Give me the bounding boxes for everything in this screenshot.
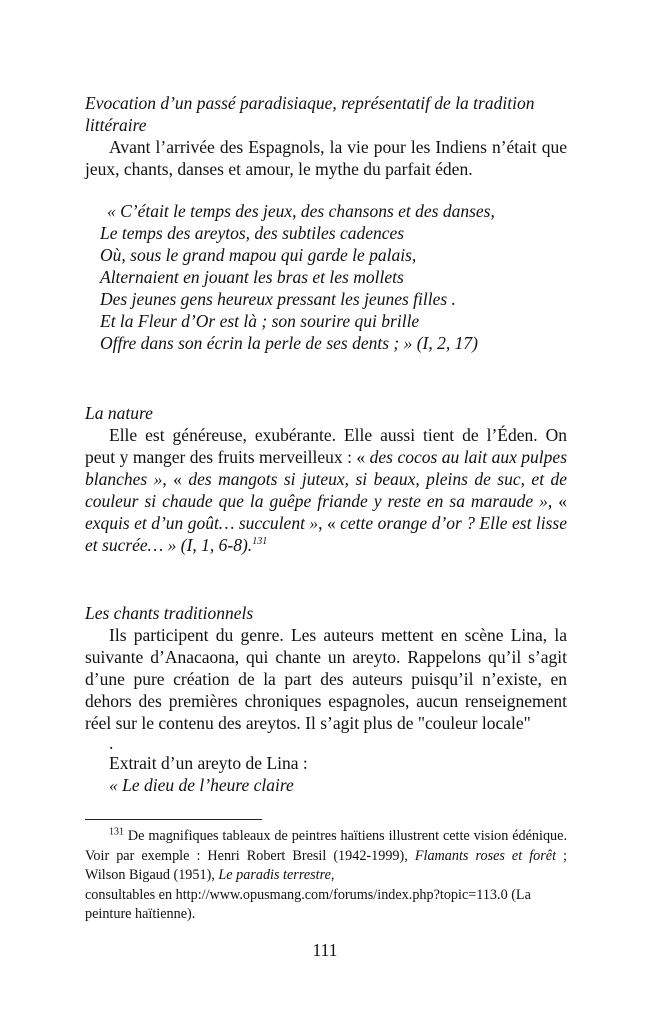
paragraph-text: , « xyxy=(318,513,341,533)
artwork-title: Flamants roses et forêt xyxy=(414,847,557,864)
paragraph-text: , « xyxy=(547,491,568,511)
paragraph: Avant l’arrivée des Espagnols, la vie pour les Indiens n’était que jeux, chants, danses et amour, le mythe du parfait éden. xyxy=(85,137,567,179)
paragraph-text: Elle est généreuse, exubérante. Elle aussi tient de l’Éden. On peut y manger des fruits merveilleux : « xyxy=(85,425,567,467)
footnote-ref[interactable]: 131 xyxy=(252,536,268,548)
section-heading: La nature xyxy=(85,403,153,423)
paragraph xyxy=(85,424,567,556)
footnote-number: 131 xyxy=(109,826,124,838)
section-heading: Evocation d’un passé paradisiaque, représentatif de la tradition littéraire xyxy=(85,93,535,135)
page-body xyxy=(85,92,567,796)
poem-line: Le temps des areytos, des subtiles cadences xyxy=(100,223,405,243)
poem-line: Offre dans son écrin la perle de ses dents ; » (I, 2, 17) xyxy=(100,333,478,353)
paragraph-text: , « xyxy=(162,469,189,489)
quotation: des mangots si juteux, si beaux, pleins de suc, et de couleur si chaude que la guêpe friande y reste en sa maraude » xyxy=(85,469,567,511)
footnote-separator xyxy=(85,819,262,820)
footnote-link-text[interactable]: consultables en http://www.opusmang.com/forums/index.php?topic=113.0 (La peinture haïtienne). xyxy=(85,886,531,922)
paragraph: Ils participent du genre. Les auteurs mettent en scène Lina, la suivante d’Anacaona, qui chante un areyto. Rappelons qu’il s’agit d’une pure création de la part des auteurs puisqu’il n’existe, en dehors des premières chroniques espagnoles, aucun renseignement réel sur le contenu des areytos. Il s’agit plus de "couleur locale" xyxy=(85,625,567,733)
section-heading: Les chants traditionnels xyxy=(85,603,254,623)
footnote-segment: ; Wilson Bigaud (1951), xyxy=(85,847,567,883)
poem-line: Et la Fleur d’Or est là ; son sourire qui brille xyxy=(100,311,420,331)
quotation: cette orange d’or ? Elle est lisse et sucrée… » (I, 1, 6-8). xyxy=(85,513,567,555)
stray-dot: . xyxy=(109,733,114,753)
poem-line: Des jeunes gens heureux pressant les jeunes filles . xyxy=(100,289,456,309)
footnote-segment: , xyxy=(330,867,335,883)
poem-line: « C’était le temps des jeux, des chansons et des danses, xyxy=(107,201,495,221)
poem-line: Alternaient en jouant les bras et les mollets xyxy=(100,267,404,287)
quotation: des cocos au lait aux pulpes blanches » xyxy=(85,447,567,489)
extract-line: « Le dieu de l’heure claire xyxy=(109,775,294,795)
extract-label: Extrait d’un areyto de Lina : xyxy=(109,753,308,773)
footnote xyxy=(85,827,567,925)
poem-block xyxy=(100,200,567,354)
footnote-text xyxy=(85,827,567,886)
page-number: 111 xyxy=(312,940,338,960)
artwork-title: Le paradis terrestre xyxy=(218,867,331,883)
poem-line: Où, sous le grand mapou qui garde le palais, xyxy=(100,245,417,265)
quotation: exquis et d’un goût… succulent » xyxy=(85,513,319,533)
footnote-segment: De magnifiques tableaux de peintres haïtiens illustrent cette vision édénique. Voir par exemple : Henri Robert Bresil (1942-1999), xyxy=(85,828,567,864)
